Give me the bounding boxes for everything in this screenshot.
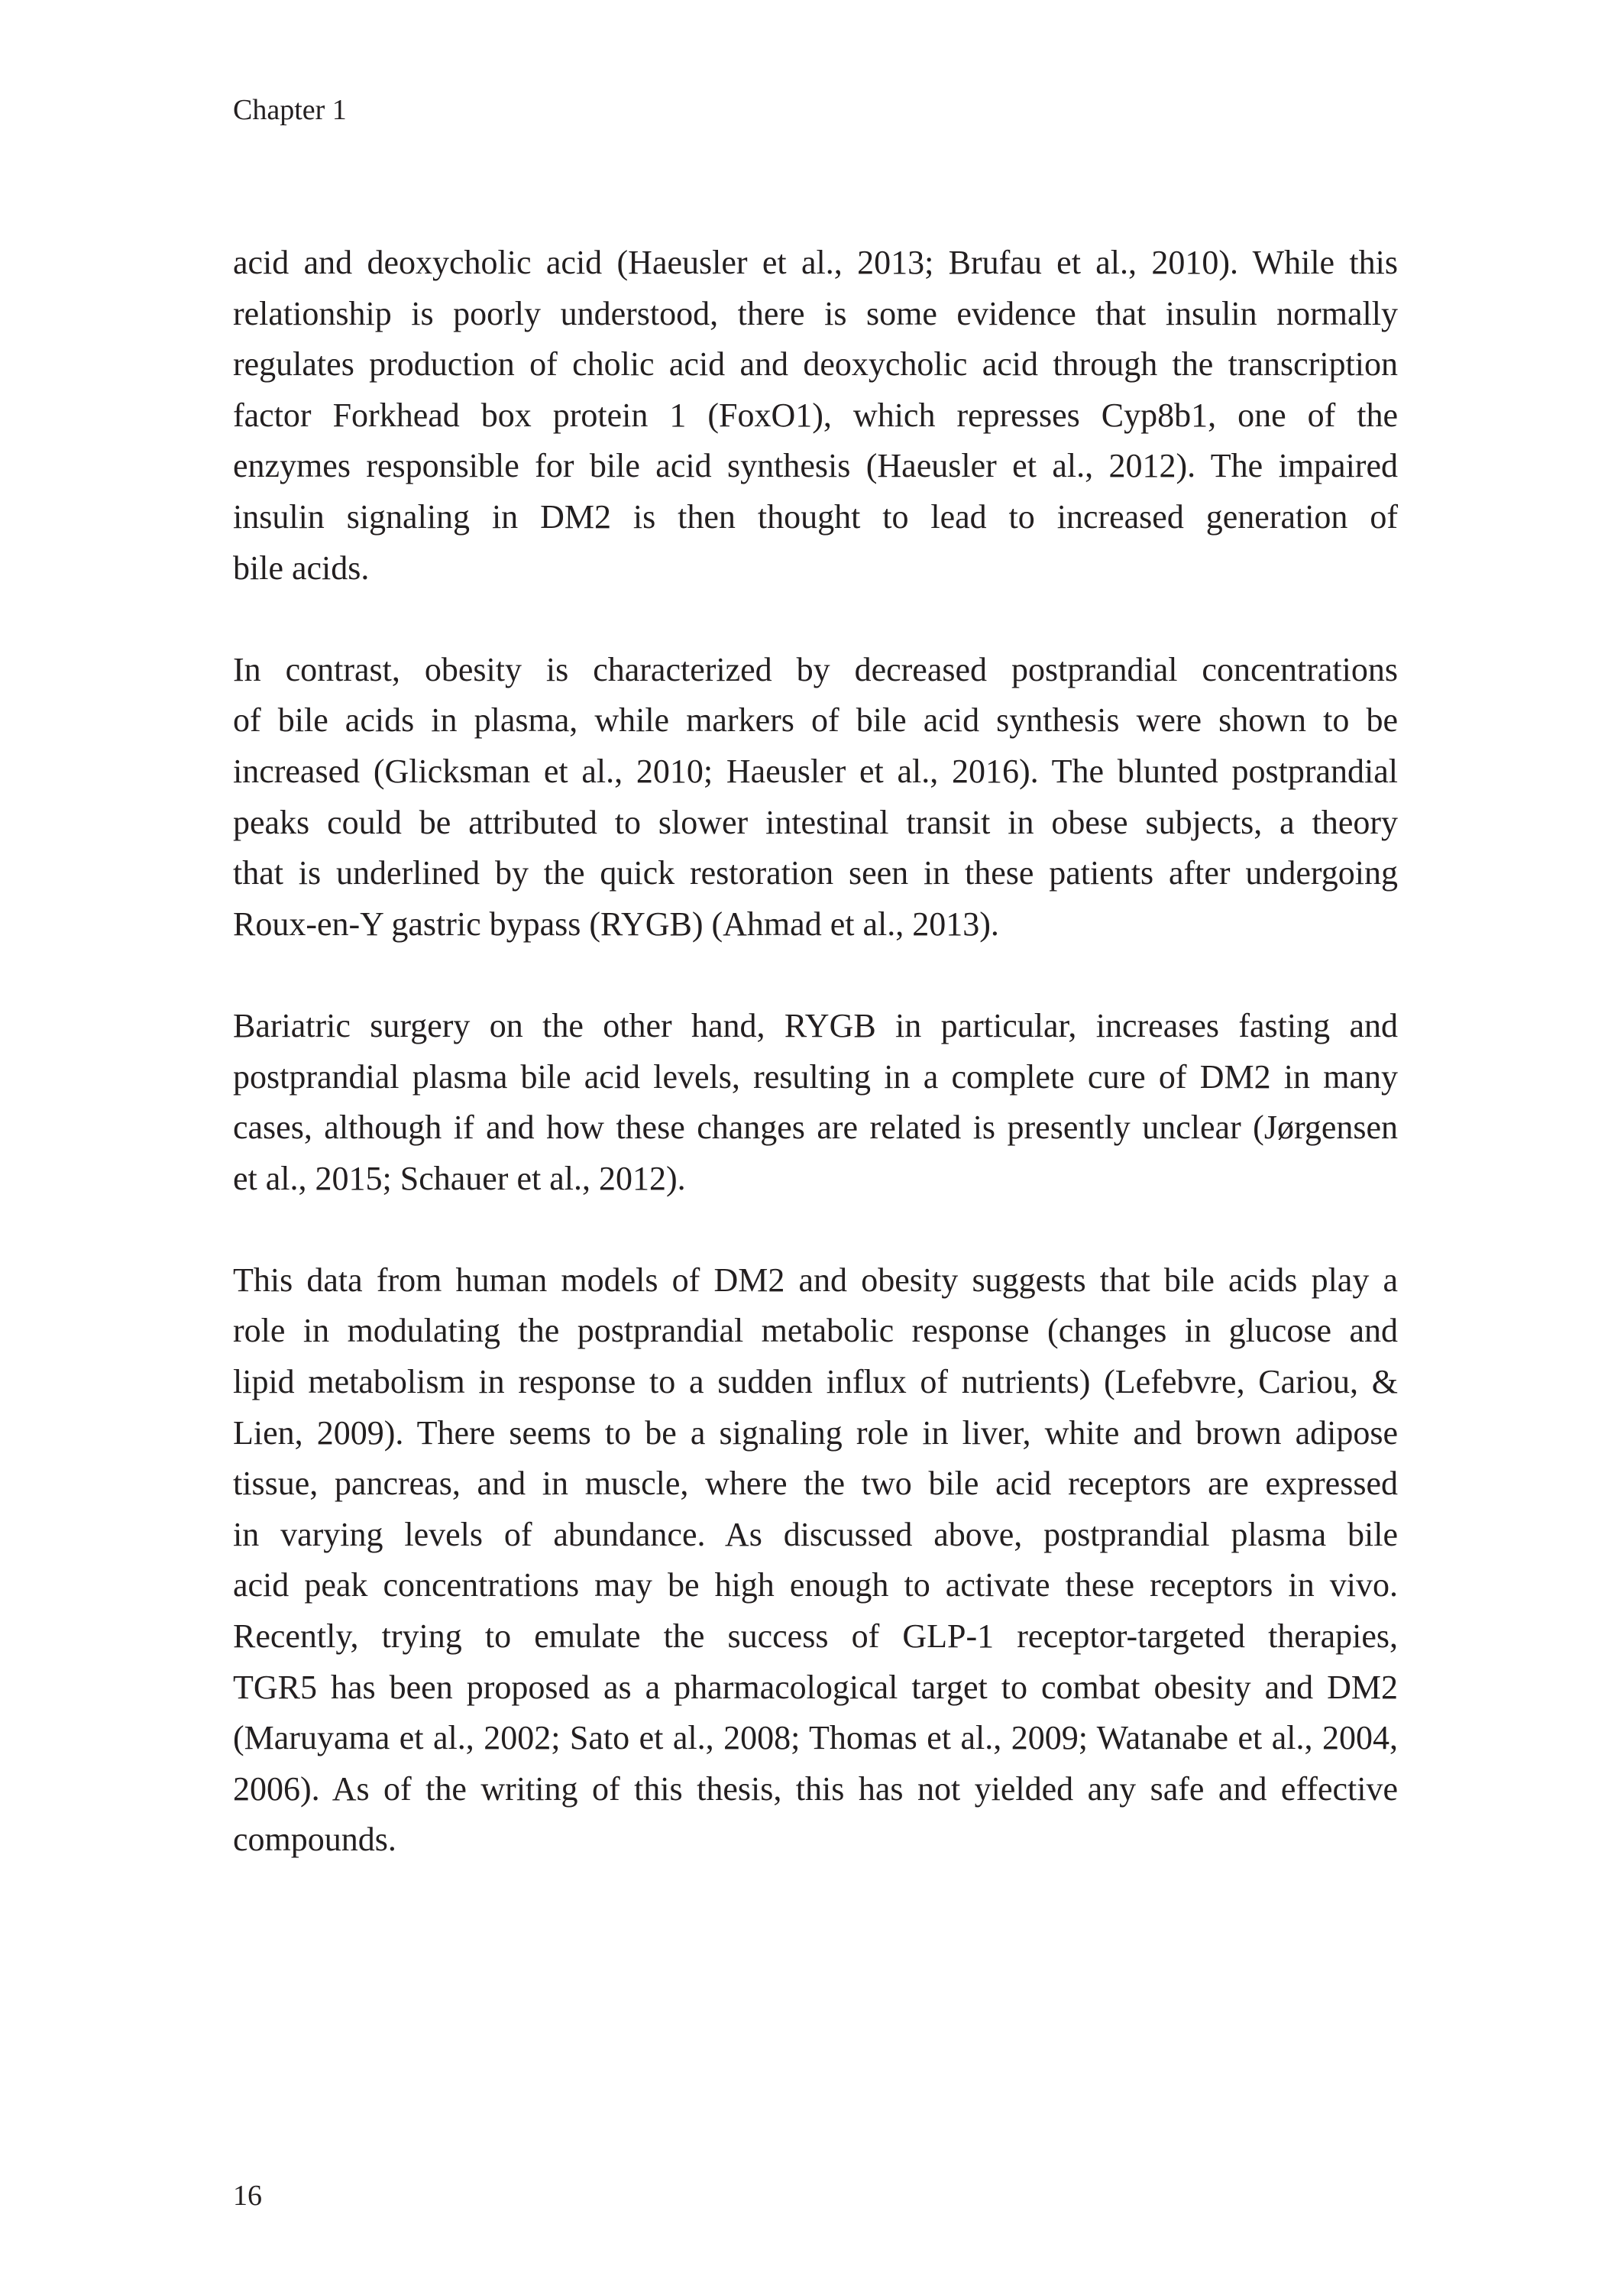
text-line: of bile acids in plasma, while markers of bile acid synthesis were shown to be: [233, 701, 1398, 740]
text-line: compounds.: [233, 1821, 396, 1859]
paragraph: [233, 1001, 1398, 1204]
body-text: [233, 238, 1398, 1917]
text-line: acid peak concentrations may be high enough to activate these receptors in vivo.: [233, 1566, 1398, 1604]
text-line: tissue, pancreas, and in muscle, where the two bile acid receptors are expressed: [233, 1465, 1398, 1503]
text-line: factor Forkhead box protein 1 (FoxO1), which represses Cyp8b1, one of the: [233, 396, 1398, 434]
paragraph: [233, 238, 1398, 594]
text-line: enzymes responsible for bile acid synthesis (Haeusler et al., 2012). The impaired: [233, 447, 1398, 485]
text-line: Roux-en-Y gastric bypass (RYGB) (Ahmad et al., 2013).: [233, 905, 999, 943]
text-line: relationship is poorly understood, there is some evidence that insulin normally: [233, 294, 1398, 332]
text-line: TGR5 has been proposed as a pharmacological target to combat obesity and DM2: [233, 1668, 1398, 1706]
page-number: 16: [233, 2180, 262, 2212]
text-line: lipid metabolism in response to a sudden influx of nutrients) (Lefebvre, Cariou, &: [233, 1363, 1398, 1401]
text-line: bile acids.: [233, 549, 370, 587]
text-line: peaks could be attributed to slower intestinal transit in obese subjects, a theory: [233, 803, 1398, 841]
text-line: (Maruyama et al., 2002; Sato et al., 2008; Thomas et al., 2009; Watanabe et al., 2004,: [233, 1719, 1398, 1757]
text-line: in varying levels of abundance. As discussed above, postprandial plasma bile: [233, 1515, 1398, 1553]
text-line: regulates production of cholic acid and deoxycholic acid through the transcription: [233, 345, 1398, 384]
text-line: acid and deoxycholic acid (Haeusler et al., 2013; Brufau et al., 2010). While this: [233, 244, 1398, 281]
running-head: Chapter 1: [233, 94, 347, 126]
text-line: Recently, trying to emulate the success of GLP-1 receptor-targeted therapies,: [233, 1617, 1398, 1656]
text-line: postprandial plasma bile acid levels, resulting in a complete cure of DM2 in many: [233, 1057, 1398, 1096]
text-line: that is underlined by the quick restoration seen in these patients after undergoing: [233, 854, 1398, 892]
text-line: et al., 2015; Schauer et al., 2012).: [233, 1159, 686, 1197]
text-line: Bariatric surgery on the other hand, RYGB in particular, increases fasting and: [233, 1006, 1398, 1044]
paragraph: [233, 1255, 1398, 1866]
paragraph: [233, 645, 1398, 950]
text-line: insulin signaling in DM2 is then thought to lead to increased generation of: [233, 497, 1398, 536]
text-line: cases, although if and how these changes are related is presently unclear (Jørgensen: [233, 1109, 1398, 1147]
text-line: In contrast, obesity is characterized by decreased postprandial concentrations: [233, 650, 1398, 688]
text-line: Lien, 2009). There seems to be a signaling role in liver, white and brown adipose: [233, 1413, 1398, 1452]
text-line: This data from human models of DM2 and obesity suggests that bile acids play a: [233, 1261, 1398, 1299]
text-line: role in modulating the postprandial metabolic response (changes in glucose and: [233, 1312, 1398, 1350]
text-line: increased (Glicksman et al., 2010; Haeusler et al., 2016). The blunted postprandial: [233, 752, 1398, 790]
text-line: 2006). As of the writing of this thesis, this has not yielded any safe and effective: [233, 1769, 1398, 1808]
